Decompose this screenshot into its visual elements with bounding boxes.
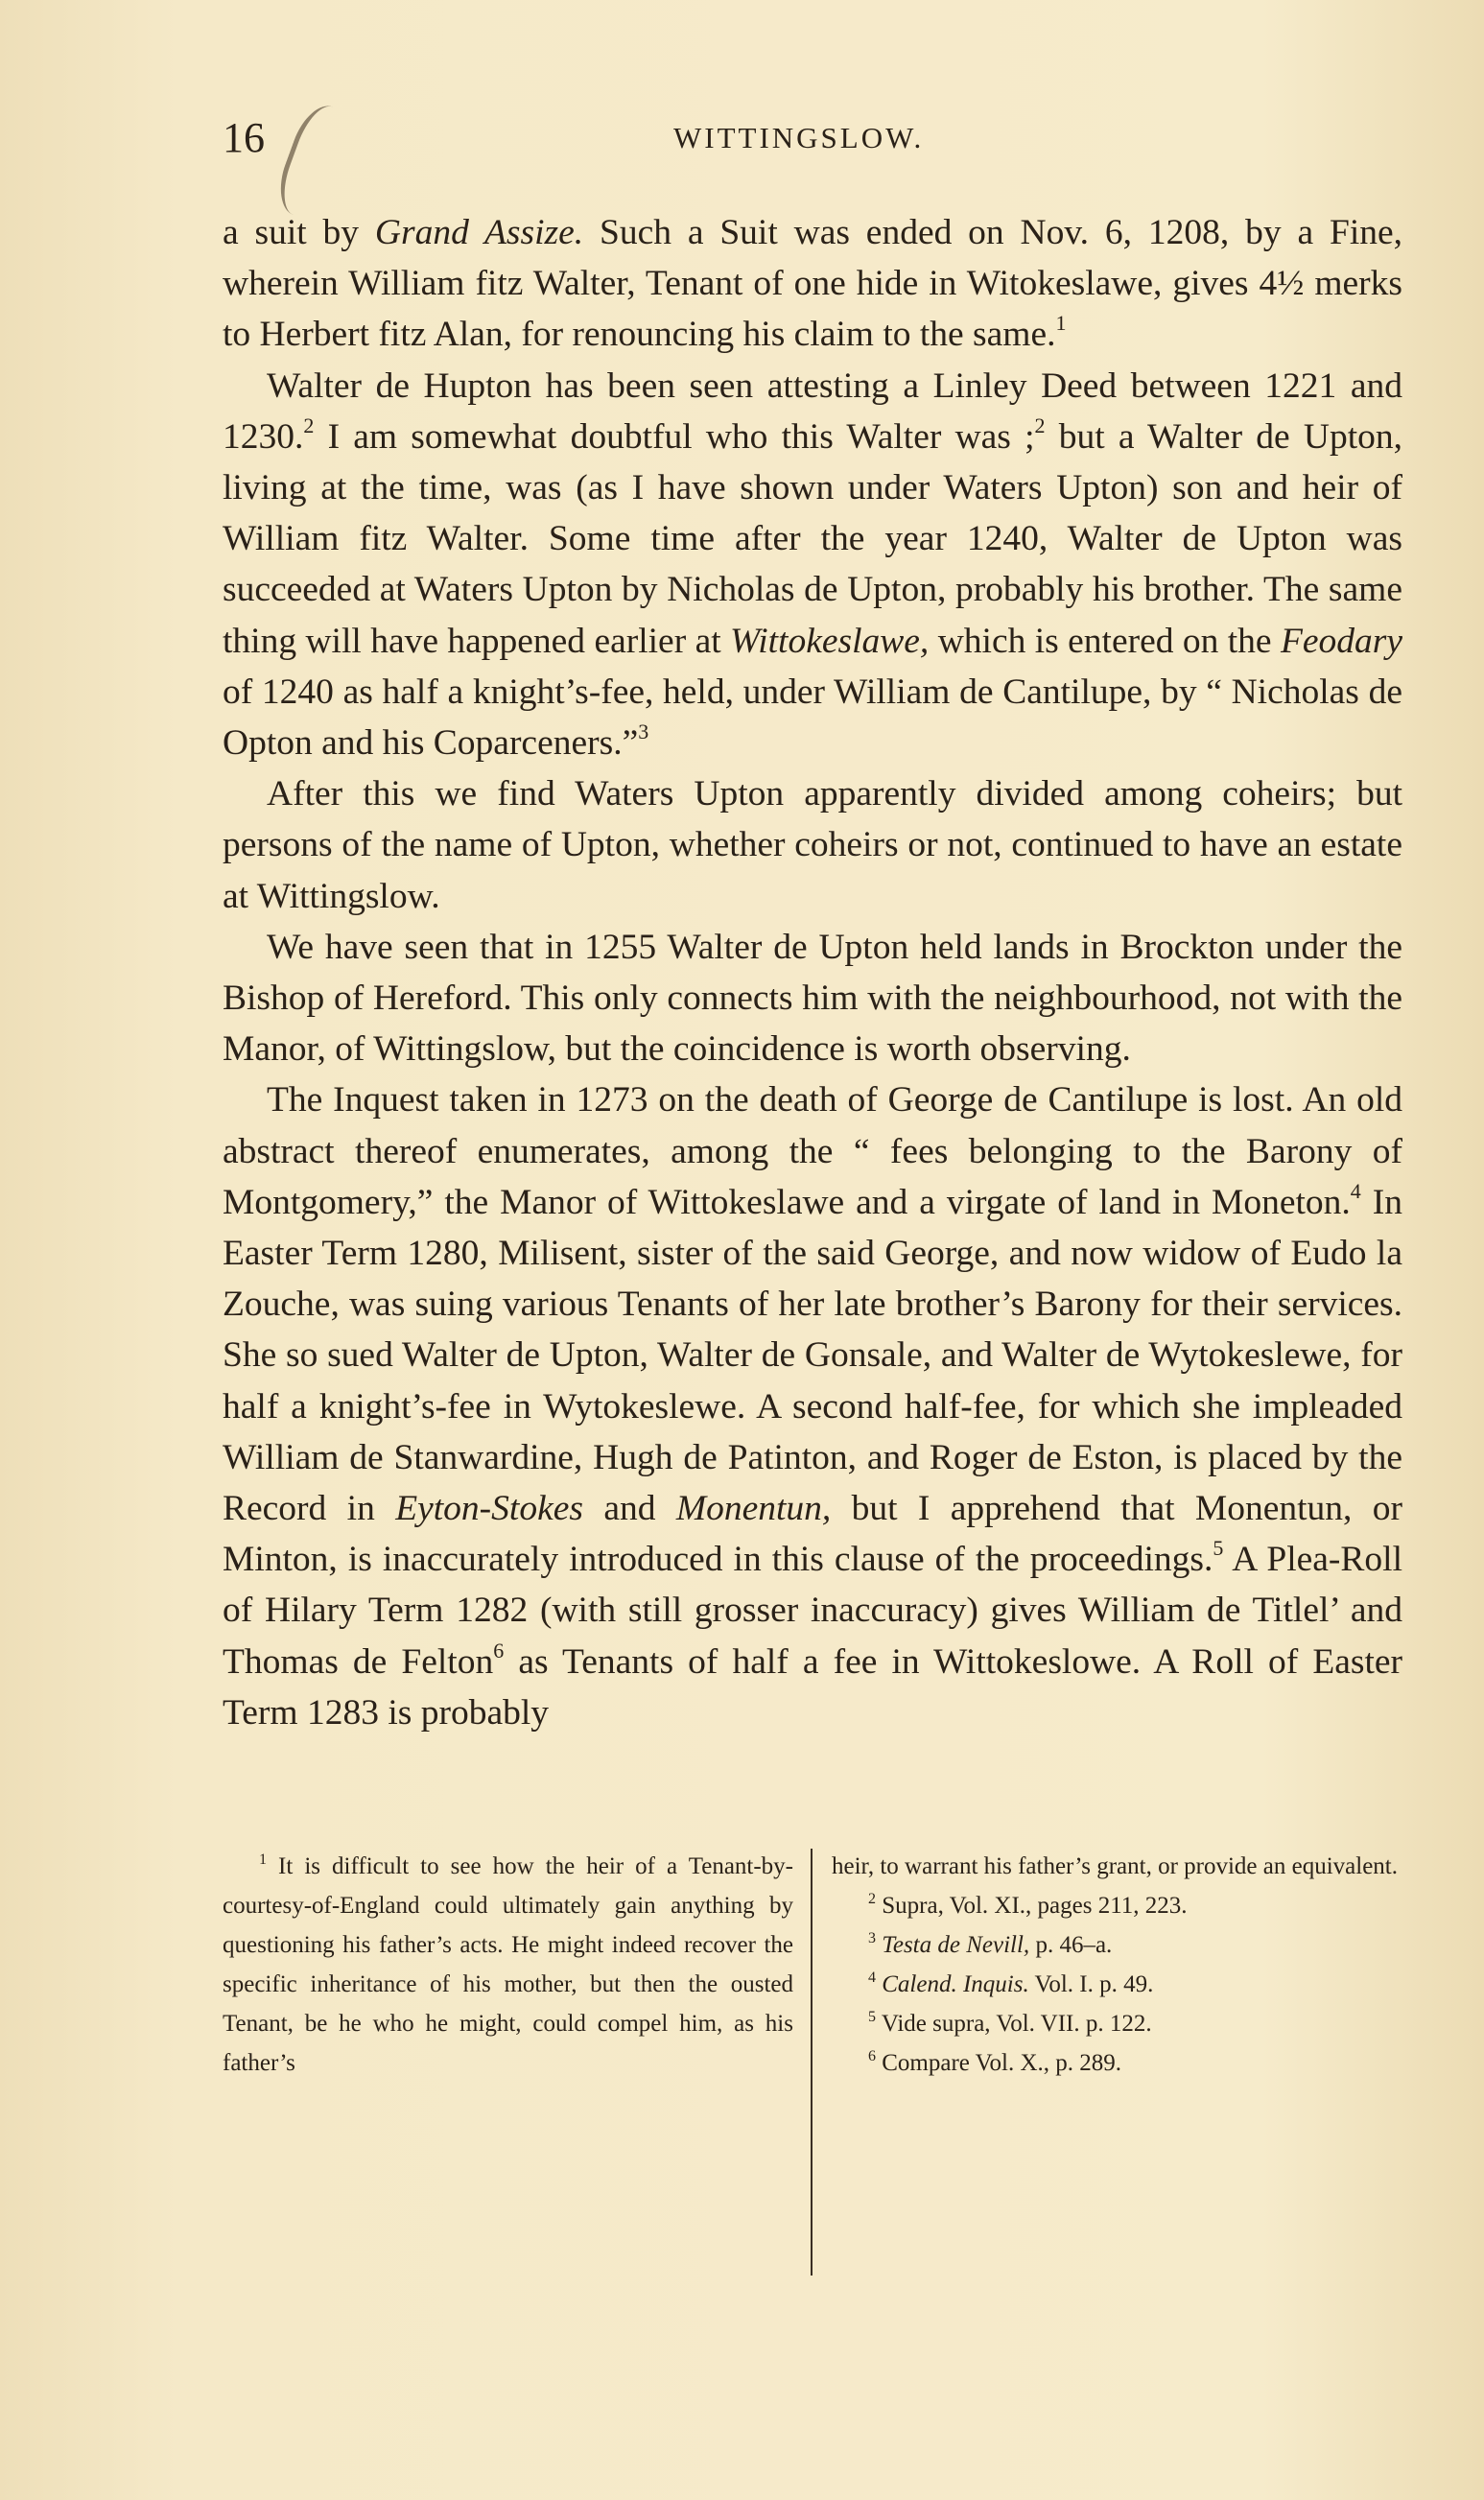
footnote-5: $^5$ Vide supra, Vol. VII. p. 122.	[868, 2009, 1152, 2037]
paragraph-1: a suit by Grand Assize. Such a Suit was ended on Nov. 6, 1208, by a Fine, wherein William fitz Walter, Tenant of one hide in Witokeslawe, gives 4½ merks to Herbert fitz Alan, for renouncing his claim to the same.$^1$	[223, 213, 1403, 355]
running-title: WITTINGSLOW.	[673, 121, 925, 154]
footnote-ref: 3	[638, 719, 649, 744]
footnote-6: $^6$ Compare Vol. X., p. 289.	[868, 2048, 1122, 2076]
footnotes	[223, 1847, 1402, 2298]
main-text	[223, 207, 1402, 1738]
column-divider	[811, 1849, 813, 2276]
page-number: 16	[223, 114, 265, 161]
footnote-ref: 4	[1350, 1178, 1361, 1203]
paragraph-3: After this we find Waters Upton apparently divided among coheirs; but persons of the name of Upton, whether coheirs or not, continued to have an estate at Wittingslow.	[223, 774, 1402, 916]
footnote-ref: 6	[493, 1638, 505, 1663]
footnote-ref: 1	[1055, 311, 1067, 336]
footnote-ref: 5	[1213, 1536, 1224, 1561]
paragraph-4: We have seen that in 1255 Walter de Upton held lands in Brockton under the Bishop of Hereford. This only connects him with the neighbourhood, not with the Manor, of Wittingslow, but the coincidence is worth observing.	[223, 927, 1402, 1070]
footnote-2: $^2$ Supra, Vol. XI., pages 211, 223.	[868, 1891, 1188, 1919]
footnote-column-left	[223, 1847, 793, 2083]
footnote-ref: 2	[1034, 413, 1046, 437]
footnote-column-right	[832, 1847, 1402, 2083]
paragraph-2: Walter de Hupton has been seen attesting a Linley Deed between 1221 and 1230.$^2$ I am somewhat doubtful who this Walter was ;$^2$ but a Walter de Upton, living at the time, was (as I have shown under Waters Upton) son and heir of William fitz Walter. Some time after the year 1240, Walter de Upton was succeeded at Waters Upton by Nicholas de Upton, probably his brother. The same thing will have happened earlier at Wittokeslawe, which is entered on the Feodary of 1240 as half a knight’s-fee, held, under William de Cantilupe, by “ Nicholas de Opton and his Coparceners.”$^3$	[223, 366, 1402, 764]
paragraph-5: The Inquest taken in 1273 on the death of George de Cantilupe is lost. An old abstract thereof enumerates, among the “ fees belonging to the Barony of Montgomery,” the Manor of Wittokeslawe and a virgate of land in Moneton.$^4$ In Easter Term 1280, Milisent, sister of the said George, and now widow of Eudo la Zouche, was suing various Tenants of her late brother’s Barony for their services. She so sued Walter de Upton, Walter de Gonsale, and Walter de Wytokeslewe, for half a knight’s-fee in Wytokeslewe. A second half-fee, for which she impleaded William de Stanwardine, Hugh de Patinton, and Roger de Eston, is placed by the Record in Eyton-Stokes and Monentun, but I apprehend that Monentun, or Minton, is inaccurately introduced in this clause of the proceedings.$^5$ A Plea-Roll of Hilary Term 1282 (with still grosser inaccuracy) gives William de Titlel’ and Thomas de Felton$^6$ as Tenants of half a fee in Wittokeslowe. A Roll of Easter Term 1283 is probably	[223, 1080, 1403, 1733]
footnote-1: $^1$ It is difficult to see how the heir of a Tenant-by-courtesy-of-England could ultimately gain anything by questioning his father’s acts. He might indeed recover the specific inheritance of his mother, but then the ousted Tenant, be he who he might, could compel him, as his father’s	[223, 1851, 794, 2076]
footnote-3: $^3$ Testa de Nevill, p. 46–a.	[868, 1930, 1113, 1958]
page-header	[223, 113, 1402, 171]
footnote-ref: 2	[303, 413, 315, 437]
footnote-1-continued: heir, to warrant his father’s grant, or provide an equivalent.	[832, 1853, 1399, 1879]
footnote-4: $^4$ Calend. Inquis. Vol. I. p. 49.	[868, 1969, 1154, 1997]
